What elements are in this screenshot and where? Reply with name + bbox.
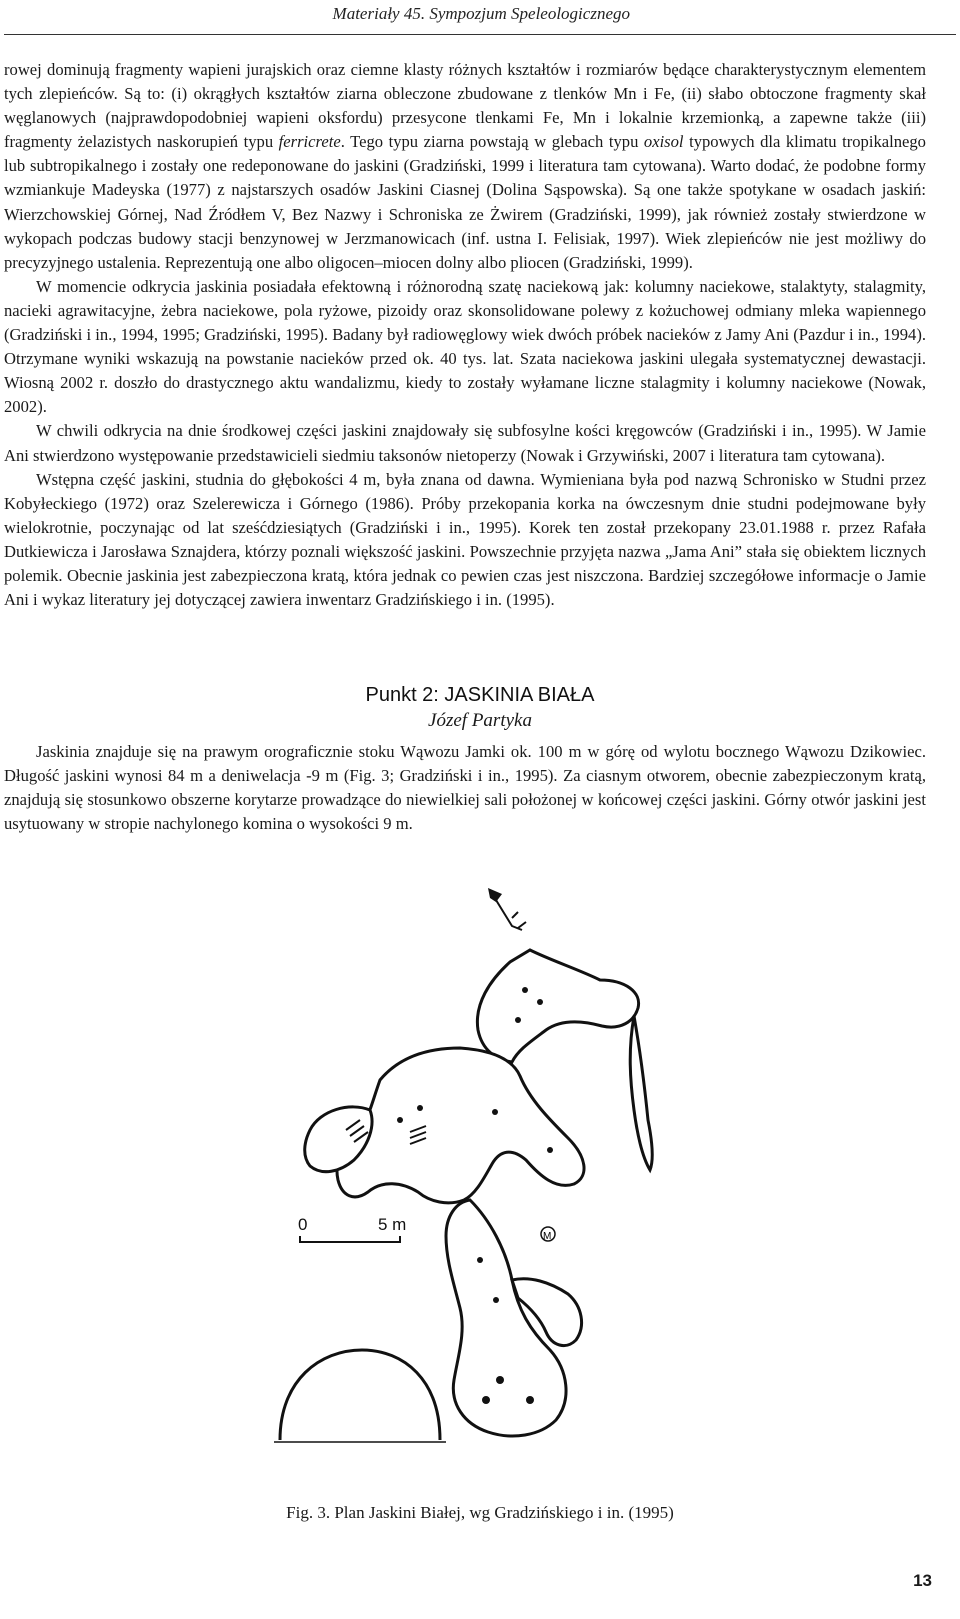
- section-body: [4, 740, 926, 836]
- text-run: W momencie odkrycia jaskinia posiadała efektowną i różnorodną szatę naciekową jak: kolumny naciekowe, stalaktyty, stalagmity, nacieki agrawitacyjne, żebra naciekowe, pola ryżowe, pizoidy oraz skonsolidowane polewy z kożuchowej odmiany mleka wapiennego (Gradziński i in., 1994, 1995; Gradziński, 1995). Badany był radiowęglowy wiek dwóch próbek nacieków z Jamy Ani (Pazdur i in., 1994). Otrzymane wyniki wskazują na powstanie nacieków przed ok. 40 tys. lat. Szata naciekowa jaskini ulegała systematycznej dewastacji. Wiosną 2002 r. doszło do drastycznego aktu wandalizmu, kiedy to zostały wyłamane liczne stalagmity i kolumny naciekowe (Nowak, 2002).: [4, 276, 926, 417]
- header-divider: [4, 34, 956, 35]
- body-paragraph: [4, 468, 926, 613]
- running-head: Materiały 45. Sympozjum Speleologicznego: [332, 4, 630, 23]
- body-paragraph: [4, 419, 926, 467]
- text-run: . Tego typu ziarna powstają w glebach typu: [340, 132, 644, 152]
- section-author: Józef Partyka: [428, 710, 532, 731]
- section-paragraph: Jaskinia znajduje się na prawym orograficznie stoku Wąwozu Jamki ok. 100 m w górę od wylotu bocznego Wąwozu Dzikowiec. Długość jaskini wynosi 84 m a deniwelacja -9 m (Fig. 3; Gradziński i in., 1995). Za ciasnym otworem, obecnie zabezpieczonym kratą, znajdują się stosunkowo obszerne korytarze prowadzące do niewielkiej sali położonej w końcowej części jaskini. Górny otwór jaskini jest usytuowany w stropie nachylonego komina o wysokości 9 m.: [4, 742, 926, 834]
- marker-label: M: [543, 1231, 552, 1242]
- body-text: [4, 58, 926, 612]
- italic-term: ferricrete: [278, 132, 341, 152]
- scale-label-zero: 0: [298, 1215, 308, 1234]
- scale-bar: [300, 1236, 400, 1242]
- cave-plan-drawing: [250, 880, 690, 1460]
- figure-caption: Fig. 3. Plan Jaskini Białej, wg Gradzińskiego i in. (1995): [286, 1503, 674, 1522]
- text-run: W chwili odkrycia na dnie środkowej części jaskini znajdowały się subfosylne kości kręgowców (Gradziński i in., 1995). W Jamie Ani stwierdzono występowanie przedstawicieli siedmiu taksonów nietoperzy (Nowak i Grzywiński, 2007 i literatura tam cytowana).: [4, 421, 926, 465]
- text-run: rowej dominują fragmenty wapieni jurajskich oraz ciemne klasty różnych kształtów i rozmiarów będące charakterystycznym elementem tych zlepieńców. Są to: (i) okrągłych kształtów ziarna obleczone zbudowane z tlenków Mn i Fe, (ii) słabo obtoczone fragmenty skał węglanowych (najprawdopodobniej wapieni oksfordu) przesycone tlenkami Fe, Mn i lokalnie krzemionką, a zapewne także (iii) fragmenty żelazistych naskorupień typu: [4, 60, 926, 152]
- text-run: Wstępna część jaskini, studnia do głębokości 4 m, była znana od dawna. Wymieniana była pod nazwą Schronisko w Studni przez Kobyłeckiego (1972) oraz Szelerewicza i Górnego (1986). Próby przekopania korka na ówczesnym dnie studni podejmowane były wielokrotnie, poczynając od lat sześćdziesiątych (Gradziński i in., 1995). Korek ten został przekopany 23.01.1988 r. przez Rafała Dutkiewicza i Jarosława Sznajdera, którzy poznali większość jaskini. Powszechnie przyjęta nazwa „Jama Ani” stała się obiektem licznych polemik. Obecnie jaskinia jest zabezpieczona kratą, która jednak co pewien czas jest niszczona. Bardziej szczegółowe informacje o Jamie Ani i wykaz literatury jej dotyczącej zawiera inwentarz Gradzińskiego i in. (1995).: [4, 469, 926, 610]
- cave-shaft: [630, 1016, 652, 1170]
- cave-passage-main: [337, 1048, 584, 1203]
- scale-label-five: 5 m: [378, 1215, 407, 1234]
- text-run: typowych dla klimatu tropikalnego lub subtropikalnego i zostały one redeponowane do jaskini (Gradziński, 1999 i literatura tam cytowana). Warto dodać, że podobne formy wzmiankuje Madeyska (1977) z najstarszych osadów Jaskini Ciasnej (Dolina Sąspowska). Są one także spotykane w osadach jaskiń: Wierzchowskiej Górnej, Nad Źródłem V, Bez Nazwy i Schroniska ze Żwirem (Gradziński, 1999), jak również zostały stwierdzone w wykopach podczas budowy stacji benzynowej w Jerzmanowicach (inf. ustna I. Felisiak, 1997). Wiek zlepieńców nie jest możliwy do precyzyjnego ustalenia. Reprezentują one albo oligocen–miocen dolny albo pliocen (Gradziński, 1999).: [4, 132, 926, 272]
- body-paragraph: [4, 58, 926, 275]
- north-arrow-icon: [488, 888, 526, 930]
- cave-plan-figure: [250, 880, 690, 1460]
- cross-section-profile: [280, 1350, 440, 1440]
- page-number: 13: [913, 1571, 932, 1590]
- section-title: Punkt 2: JASKINIA BIAŁA: [365, 684, 595, 706]
- italic-term: oxisol: [643, 132, 684, 152]
- body-paragraph: [4, 275, 926, 420]
- cave-passage-upper: [477, 950, 638, 1062]
